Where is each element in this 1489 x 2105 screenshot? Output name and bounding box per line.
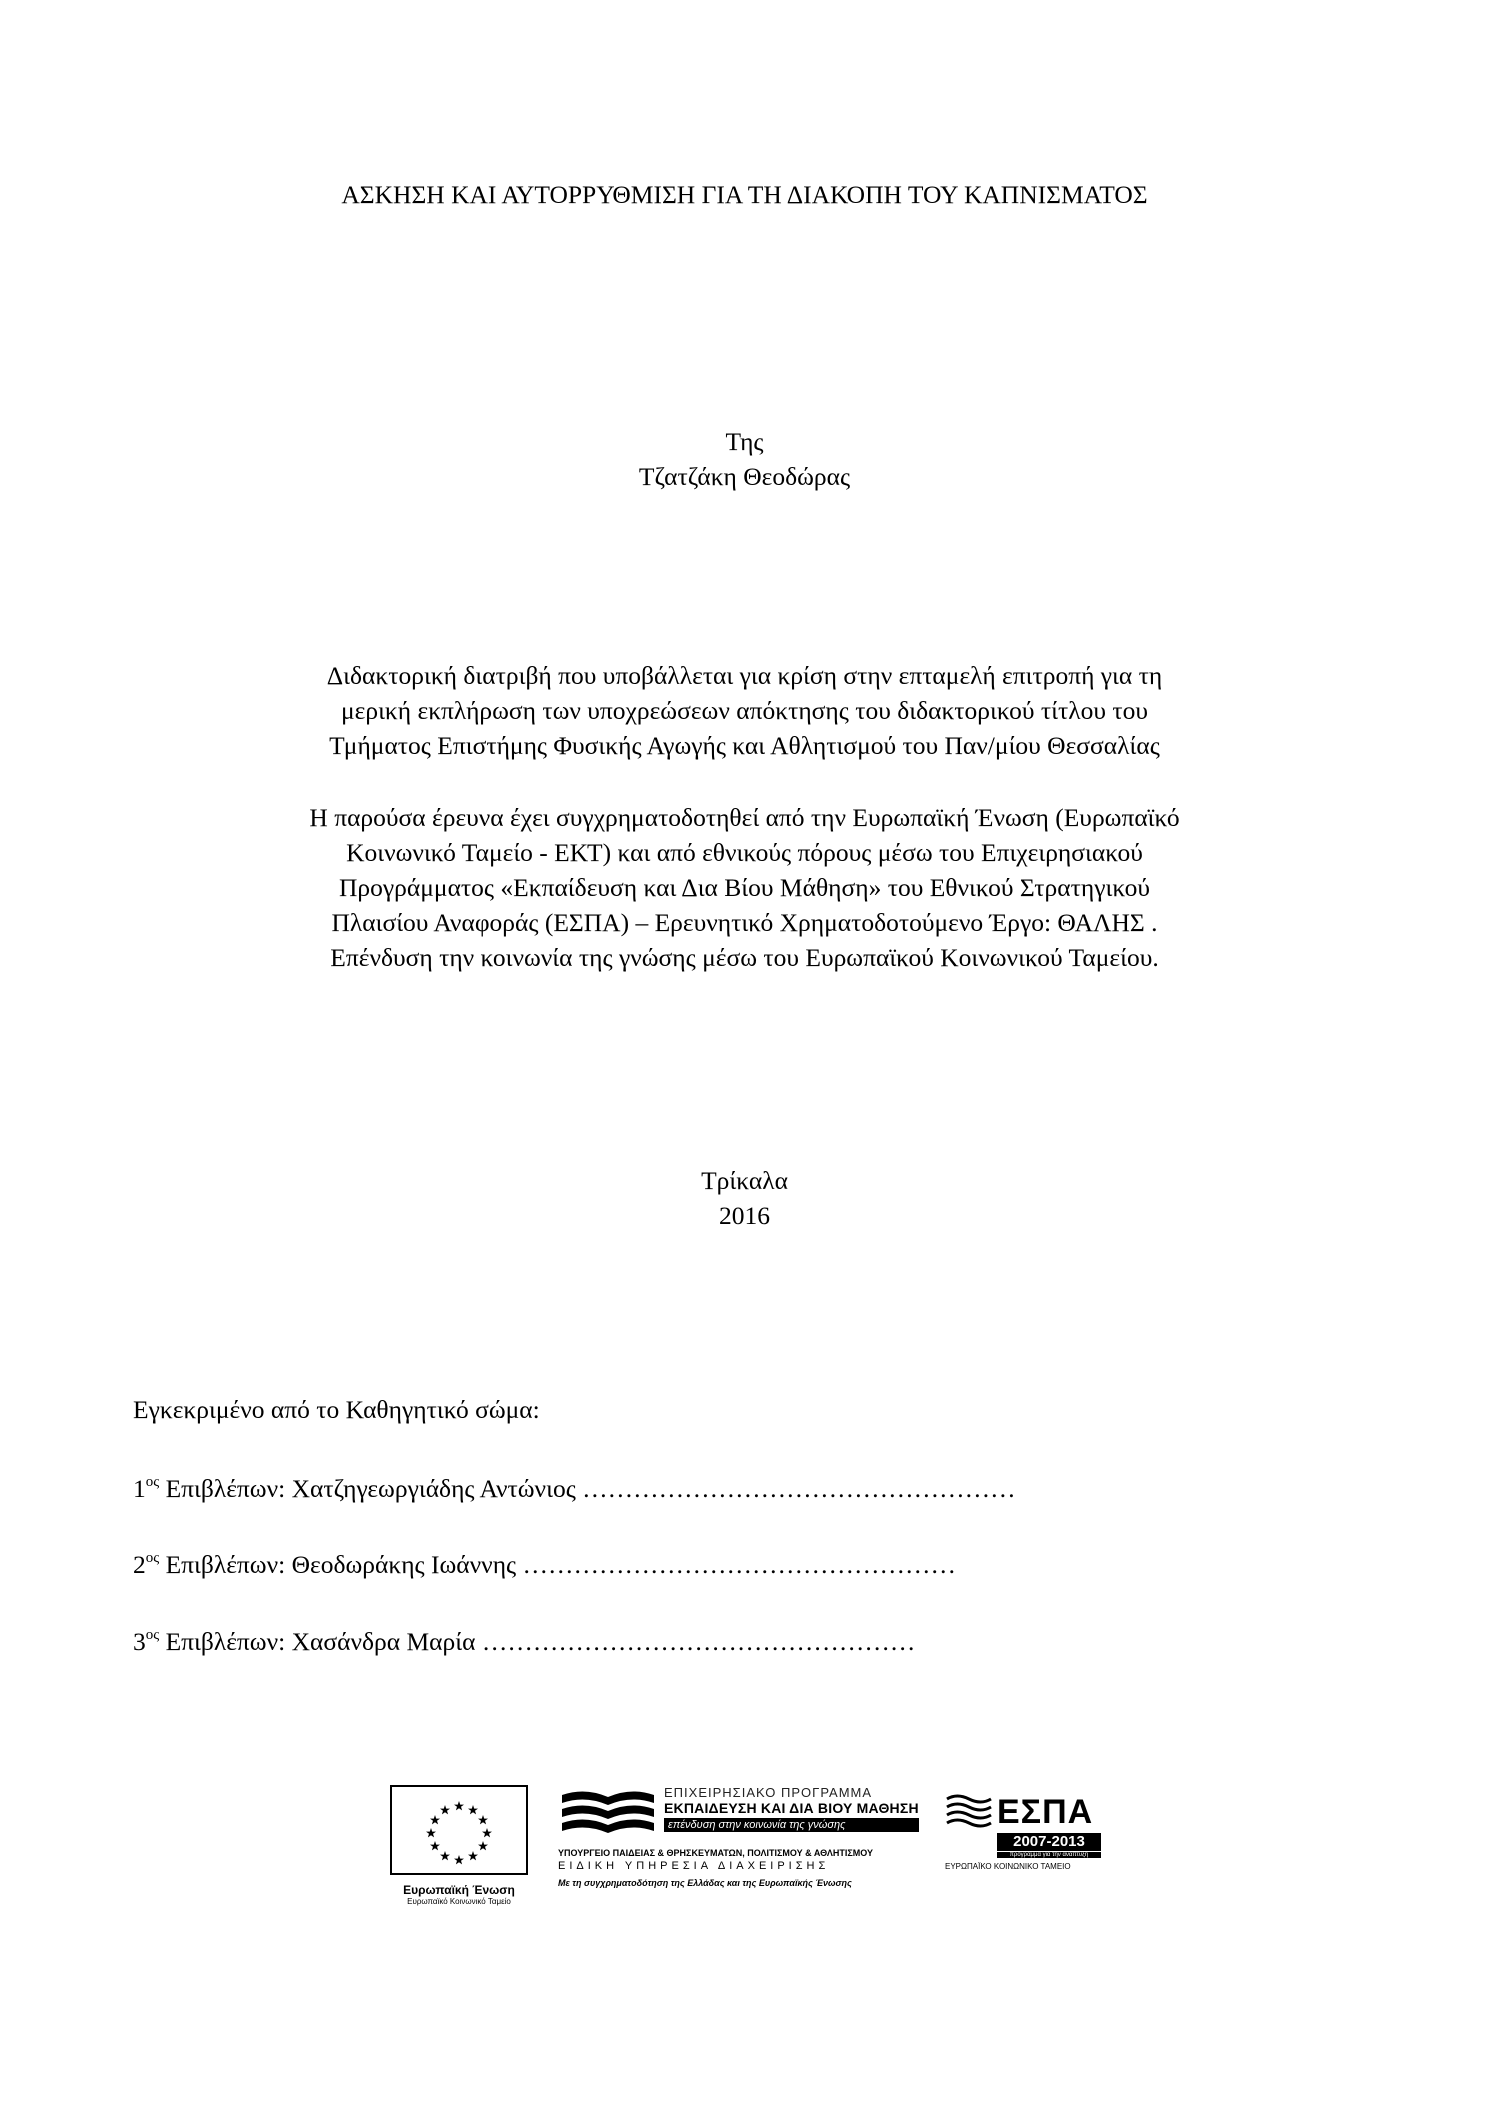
epeaek-program-label: ΕΠΙΧΕΙΡΗΣΙΑΚΟ ΠΡΟΓΡΑΜΜΑ <box>664 1785 873 1800</box>
document-title: ΑΣΚΗΣΗ ΚΑΙ ΑΥΤΟΡΡΥΘΜΙΣΗ ΓΙΑ ΤΗ ΔΙΑΚΟΠΗ ΤΟΥ ΚΑΠΝΙΣΜΑΤΟΣ <box>341 180 1148 209</box>
espa-waves-icon <box>945 1791 993 1833</box>
place-year-block <box>0 1163 1489 1233</box>
dissertation-line: μερική εκπλήρωση των υποχρεώσεων απόκτησης του διδακτορικού τίτλου του <box>340 696 1149 725</box>
espa-tagline: πρόγραμμα για την ανάπτυξη <box>997 1852 1101 1858</box>
funding-line: Επένδυση την κοινωνία της γνώσης μέσω του Ευρωπαϊκού Κοινωνικού Ταμείου. <box>330 943 1159 972</box>
epeaek-managing-authority: ΕΙΔΙΚΗ ΥΠΗΡΕΣΙΑ ΔΙΑΧΕΙΡΙΣΗΣ <box>558 1860 830 1872</box>
eu-caption: Ευρωπαϊκή Ένωση <box>403 1883 515 1897</box>
supervisor-line <box>133 1547 956 1582</box>
book-waves-icon <box>558 1785 658 1840</box>
dissertation-line: Διδακτορική διατριβή που υποβάλλεται για κρίση στην επταμελή επιτροπή για τη <box>326 661 1163 690</box>
supervisor-ordinal: $2^{o\varsigma}$ <box>133 1550 160 1579</box>
signature-dots: …………………………………………… <box>481 1627 916 1656</box>
funding-line: Η παρούσα έρευνα έχει συγχρηματοδοτηθεί από την Ευρωπαϊκή Ένωση (Ευρωπαϊκό <box>309 803 1180 832</box>
espa-logo <box>945 1791 1105 1871</box>
funding-logos <box>390 1785 1110 1905</box>
supervisor-name: Χατζηγεωργιάδης Αντώνιος <box>291 1474 576 1503</box>
supervisor-line <box>133 1471 1016 1506</box>
supervisor-name: Θεοδωράκης Ιωάννης <box>291 1550 517 1579</box>
supervisor-ordinal: $1^{o\varsigma}$ <box>133 1474 160 1503</box>
supervisor-line <box>133 1624 915 1659</box>
supervisor-ordinal: $3^{o\varsigma}$ <box>133 1627 160 1656</box>
supervisor-role: Επιβλέπων: <box>165 1550 286 1579</box>
dissertation-line: Τμήματος Επιστήμης Φυσικής Αγωγής και Αθλητισμού του Παν/μίου Θεσσαλίας <box>329 731 1160 760</box>
funding-line: Πλαισίου Αναφοράς (ΕΣΠΑ) – Ερευνητικό Χρηματοδοτούμενο Έργο: ΘΑΛΗΣ . <box>331 908 1158 937</box>
funding-line: Προγράμματος «Εκπαίδευση και Δια Βίου Μάθηση» του Εθνικού Στρατηγικού <box>338 873 1151 902</box>
supervisor-name: Χασάνδρα Μαρία <box>291 1627 476 1656</box>
author-block <box>0 424 1489 494</box>
eu-subcaption: Ευρωπαϊκό Κοινωνικό Ταμείο <box>407 1897 511 1906</box>
espa-name: ΕΣΠΑ <box>997 1793 1094 1831</box>
epeaek-logo <box>558 1785 938 1888</box>
supervisor-role: Επιβλέπων: <box>165 1627 286 1656</box>
epeaek-program-name: ΕΚΠΑΙΔΕΥΣΗ ΚΑΙ ΔΙΑ ΒΙΟΥ ΜΑΘΗΣΗ <box>664 1800 919 1816</box>
eu-logo <box>390 1785 535 1906</box>
epeaek-cofunding: Με τη συγχρηματοδότηση της Ελλάδας και της Ευρωπαϊκής Ένωσης <box>558 1878 852 1888</box>
supervisor-role: Επιβλέπων: <box>165 1474 286 1503</box>
funding-line: Κοινωνικό Ταμείο - ΕΚΤ) και από εθνικούς πόρους μέσω του Επιχειρησιακού <box>346 838 1143 867</box>
dissertation-statement <box>0 658 1489 763</box>
signature-dots: …………………………………………… <box>582 1474 1016 1503</box>
signature-dots: …………………………………………… <box>522 1550 957 1579</box>
year: 2016 <box>719 1201 770 1230</box>
epeaek-ministry: ΥΠΟΥΡΓΕΙΟ ΠΑΙΔΕΙΑΣ & ΘΡΗΣΚΕΥΜΑΤΩΝ, ΠΟΛΙΤΙΣΜΟΥ & ΑΘΛΗΤΙΣΜΟΥ <box>558 1848 873 1858</box>
funding-statement <box>0 800 1489 975</box>
place: Τρίκαλα <box>701 1166 788 1195</box>
approved-by-label: Εγκεκριμένο από το Καθηγητικό σώμα: <box>133 1395 540 1424</box>
author-name: Τζατζάκη Θεοδώρας <box>638 462 851 491</box>
epeaek-slogan: επένδυση στην κοινωνία της γνώσης <box>664 1818 919 1832</box>
espa-years: 2007-2013 <box>997 1833 1101 1851</box>
author-prefix: Της <box>725 427 764 456</box>
eu-flag-icon <box>390 1785 528 1875</box>
espa-subcaption: ΕΥΡΩΠΑΪΚΟ ΚΟΙΝΩΝΙΚΟ ΤΑΜΕΙΟ <box>945 1862 1071 1871</box>
